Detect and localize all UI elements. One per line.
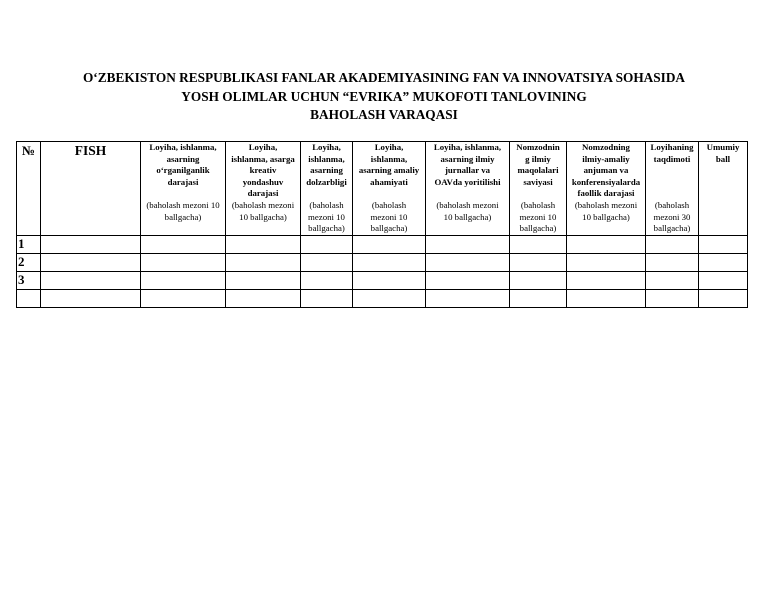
table-cell xyxy=(510,289,567,307)
evaluation-table xyxy=(16,141,748,308)
criterion-title-line: asarning xyxy=(166,153,200,164)
table-cell xyxy=(301,271,353,289)
table-cell xyxy=(426,235,510,253)
criterion-title-line: ball xyxy=(715,153,731,164)
criterion-title-line: Loyiha, xyxy=(374,142,404,152)
criterion-title-line: Loyiha, xyxy=(312,142,341,152)
table-cell xyxy=(353,253,426,271)
table-cell xyxy=(301,289,353,307)
header-spacer xyxy=(511,188,565,200)
table-cell xyxy=(699,235,748,253)
criterion-note-line: mezoni 10 xyxy=(308,211,345,222)
criterion-header-4 xyxy=(353,142,426,236)
criterion-title-line: Loyiha, xyxy=(248,142,278,152)
criterion-title-line: faollik darajasi xyxy=(577,188,635,199)
criterion-header-9 xyxy=(699,142,748,236)
table-cell xyxy=(41,289,141,307)
table-cell xyxy=(141,289,226,307)
criterion-note-line: mezoni 30 xyxy=(653,211,691,222)
criterion-title-line: darajasi xyxy=(247,188,279,199)
criterion-title-line: maqolalari xyxy=(517,165,559,176)
table-cell xyxy=(301,253,353,271)
criterion-header-1 xyxy=(141,142,226,236)
table-cell xyxy=(226,235,301,253)
criterion-title-line: asarning xyxy=(310,165,343,176)
table-cell xyxy=(646,235,699,253)
criterion-title-line: konferensiyalarda xyxy=(571,176,641,187)
table-cell xyxy=(41,271,141,289)
criterion-title-line: yondashuv xyxy=(242,176,284,187)
table-cell xyxy=(567,289,646,307)
criterion-note-line: 10 ballgacha) xyxy=(239,211,287,222)
table-cell xyxy=(699,253,748,271)
criterion-title-line: o‘rganilganlik xyxy=(156,165,210,176)
criterion-title-line: ahamiyati xyxy=(370,176,408,187)
criterion-note-line: ballgacha) xyxy=(308,223,345,234)
criterion-title-line: Nomzodning xyxy=(582,142,630,152)
table-cell xyxy=(226,289,301,307)
header-spacer xyxy=(427,188,508,200)
table-row xyxy=(17,235,748,253)
table-body xyxy=(17,235,748,307)
table-cell xyxy=(510,253,567,271)
criterion-note-line: 10 ballgacha) xyxy=(443,211,492,222)
criterion-note-line: ballgacha) xyxy=(164,211,202,222)
criterion-title-line: OAVda yoritilishi xyxy=(434,176,501,187)
table-cell xyxy=(301,235,353,253)
criterion-title-line: Nomzodnin xyxy=(516,142,560,152)
header-spacer xyxy=(354,188,424,200)
criterion-title-line: darajasi xyxy=(167,176,199,187)
title-line-3: BAHOLASH VARAQASI xyxy=(310,107,458,122)
table-cell xyxy=(353,235,426,253)
row-number xyxy=(17,289,41,307)
table-cell xyxy=(510,235,567,253)
criterion-title-line: kreativ xyxy=(249,165,277,176)
row-number: 2 xyxy=(17,253,41,271)
header-spacer xyxy=(142,188,224,200)
criterion-title-line: g ilmiy xyxy=(525,153,551,164)
criterion-note-line: (baholash xyxy=(654,199,690,210)
title-line-2: YOSH OLIMLAR UCHUN “EVRIKA” MUKOFOTI TANLOVINING xyxy=(181,88,587,104)
table-cell xyxy=(646,289,699,307)
criterion-note-line: (baholash xyxy=(371,199,407,210)
table-cell xyxy=(426,271,510,289)
criterion-note-line: ballgacha) xyxy=(653,223,691,234)
criterion-note-line: 10 ballgacha) xyxy=(582,211,630,222)
table-cell xyxy=(510,271,567,289)
table-cell xyxy=(41,253,141,271)
criterion-header-7 xyxy=(567,142,646,236)
criterion-title-line: dolzarbligi xyxy=(306,176,347,187)
criterion-note-line: ballgacha) xyxy=(519,223,557,234)
criterion-header-5 xyxy=(426,142,510,236)
table-cell xyxy=(141,253,226,271)
row-number: 3 xyxy=(17,271,41,289)
table-cell xyxy=(141,271,226,289)
header-spacer xyxy=(647,188,697,200)
criterion-note-line: (baholash mezoni xyxy=(436,199,499,210)
criterion-title-line: ilmiy-amaliy xyxy=(582,153,630,164)
document-title xyxy=(0,69,768,125)
table-cell xyxy=(41,235,141,253)
criterion-title-line: ishlanma, xyxy=(308,153,345,164)
table-cell xyxy=(567,271,646,289)
criterion-note-line: mezoni 10 xyxy=(370,211,408,222)
criterion-title-line: saviyasi xyxy=(523,176,553,187)
table-cell xyxy=(426,289,510,307)
table-cell xyxy=(699,271,748,289)
criterion-header-6 xyxy=(510,142,567,236)
table-row xyxy=(17,271,748,289)
criterion-title-line: ishlanma, asarga xyxy=(231,153,295,164)
table-row xyxy=(17,289,748,307)
row-number: 1 xyxy=(17,235,41,253)
title-line-1: O‘ZBEKISTON RESPUBLIKASI FANLAR AKADEMIYASINING FAN VA INNOVATSIYA SOHASIDA xyxy=(82,70,686,85)
criterion-title-line: jurnallar va xyxy=(444,165,491,176)
criterion-note-line: (baholash mezoni 10 xyxy=(146,199,220,210)
criterion-title-line: Loyiha, ishlanma, xyxy=(433,142,502,152)
table-cell xyxy=(646,253,699,271)
criterion-title-line: ishlanma, xyxy=(370,153,408,164)
criterion-header-2 xyxy=(226,142,301,236)
header-spacer xyxy=(302,188,351,200)
criterion-title-line: Loyihaning xyxy=(650,142,694,152)
header-spacer xyxy=(647,165,697,177)
fish-column-header: FISH xyxy=(41,142,141,236)
table-cell xyxy=(353,289,426,307)
criterion-note-line: (baholash mezoni xyxy=(574,199,638,210)
table-cell xyxy=(567,253,646,271)
criterion-title-line: Umumiy xyxy=(706,142,740,152)
table-cell xyxy=(426,253,510,271)
table-cell xyxy=(646,271,699,289)
table-cell xyxy=(226,271,301,289)
header-spacer xyxy=(647,177,697,189)
number-column-header: № xyxy=(17,142,41,236)
criterion-note-line: ballgacha) xyxy=(370,223,408,234)
criterion-header-8 xyxy=(646,142,699,236)
criterion-title-line: asarning ilmiy xyxy=(440,153,495,164)
criterion-header-3 xyxy=(301,142,353,236)
criterion-note-line: (baholash mezoni xyxy=(231,199,295,210)
header-row xyxy=(17,142,748,236)
table-cell xyxy=(699,289,748,307)
table-cell xyxy=(226,253,301,271)
criterion-title-line: Loyiha, ishlanma, xyxy=(149,142,217,152)
criterion-note-line: mezoni 10 xyxy=(519,211,557,222)
criterion-title-line: anjuman va xyxy=(583,165,629,176)
criterion-title-line: asarning amaliy xyxy=(358,165,420,176)
table-cell xyxy=(141,235,226,253)
table-row xyxy=(17,253,748,271)
criterion-title-line: taqdimoti xyxy=(653,153,691,164)
criterion-note-line: (baholash xyxy=(520,199,556,210)
criterion-note-line: (baholash xyxy=(309,199,344,210)
table-cell xyxy=(567,235,646,253)
table-cell xyxy=(353,271,426,289)
